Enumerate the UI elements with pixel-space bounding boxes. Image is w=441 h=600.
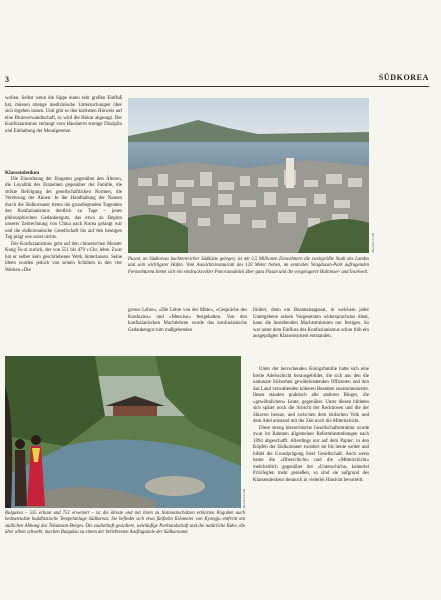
photo-bulguksa-garden [5, 356, 241, 508]
paragraph: wollen. Selbst wenn die Sippe einen sehr großen Einfluß hat, müssen strenge medizinische Untersuchungen über sich ergehen lassen. Und gibt es den kleinsten Hinweis auf eine Blutsverwandtschaft, so wird die Heirat abgesagt. Der Konfuzianismus verlangt vom Hausherrn strenge Disziplin und Einhaltung der Moralgesetze. [5, 96, 122, 134]
paragraph: fördert, denn ein Beamtenapparat, in welchem jeder Untergebene seinen Vorgesetzten widerspruchslos dient, kann die bestehenden Machtstrukturen nur festigen. So war unter dem Einfluss des Konfuzianismus schon früh ein ausgeprägtes Klassensystem entstanden. [253, 308, 369, 339]
section-heading: Klassendenken [5, 170, 40, 176]
header-rule [5, 86, 429, 87]
column-2 [128, 308, 247, 334]
column-1-top [5, 96, 122, 135]
column-1-section [5, 170, 122, 274]
paragraph: Diese streng hierarchische Gesellschaftsstruktur wurde zwar im Rahmen allgemeiner Reformbestrebungen nach 1894 abgeschafft. Allerdings nur auf dem Papier; in den Köpfen der Südkoreaner existiert sie bis heute weiter und bildet die Grundprägung ihrer Gesellschaft. Auch wenn heute die »Oberschicht« und die »Mittelschicht« mehrheitlich gegenüber der »Unterschicht« keinerlei Privilegien mehr genießen, so sind sie aufgrund des Klassendenkens dennoch in vielerlei Hinsicht bevorteilt. [253, 425, 369, 483]
pusan-photo-illustration [128, 98, 369, 253]
photo-caption-pusan: Pusan, an Südkoreas buchtenreicher Südküste gelegen, ist mit 3,5 Millionen Einwohnern die zweitgrößte Stadt des Landes und sein wichtigster Hafen. Vom Aussichtsrestaurant des 120 Meter hohen, im zentralen Yongdusan-Park aufragenden Fernsehturms bietet sich ein eindrucksvoller Panoramablick über ganz Pusan und die vorgelagerte Halbinsel- und Inselwelt. [128, 257, 369, 275]
paragraph: Unter der herrschenden Königsfamilie hatte sich eine breite Adelsschicht herausgebildet, die sich aus den die nationale Sicherheit gewährleistenden Offizieren und den das Land verwaltenden höheren Beamten zusammensetzte. Ihnen standen praktisch alle anderen Bürger, die »gewöhnlichen« Leute, gegenüber. Unter diesen bildeten sich später noch die Schicht der Rechtlosen und die der Sklaven heraus, und zwischen dem einfachen Volk und dem Adel entstand mit der Zeit noch die Mittelschicht. [253, 367, 369, 424]
photo-credit: Bernard Gille [371, 232, 375, 252]
column-3-continued [253, 367, 369, 484]
column-3-top [253, 308, 369, 341]
paragraph: Der Konfuzianismus geht auf den chinesischen Meister Kong Fu-zi zurück, der von 551 bis 479 v.Chr. lebte. Zwar hat er selber kein geschriebenes Werk hinterlassen. Seine Ideen wurden jedoch von seinen Schülern in den vier Werken »Die [5, 241, 122, 273]
paragraph: Die Einordnung der Jüngeren gegenüber den Älteren, die Loyalität des Einzelnen gegenüber der Familie, die strikte Befolgung der gesellschaftlichen Normen, die Verehrung der Ahnen: In der Handhabung der Namen durch die Südkoreaner treten die grundlegenden Tugenden des Konfuzianismus deutlich zu Tage – jenes philosophischen Gedankenguts, das etwa zu Beginn unserer Zeitrechnung von China nach Korea gelangt war und die südkoreanische Gesellschaft bis auf den heutigen Tag prägt wie sonst nichts. [5, 176, 122, 240]
page-number: 3 [5, 75, 9, 84]
running-header-title: SÜDKOREA [378, 73, 429, 82]
photo-credit: Bernard Gille [242, 488, 246, 508]
photo-caption-bulguksa: Bulguksa – 535 erbaut und 751 erweitert – ist die älteste und mit ihren zu Nationalschätzen erklärten Pagoden auch bedeutendste buddhistische Tempelanlage Südkoreas. Sie befindet sich etwa fünfzehn Kilometer von Kyongju entfernt am südlichen Abhang des Tohamsan-Berges. Die zauberhaft gestaltete, weitläufige Parklandschaft und die natürliche Ruhe, die über allem schwebt, machen Bulguksa zu einem der beliebtesten Ausflugsziele der Südkoreaner. [5, 511, 245, 535]
bulguksa-photo-illustration [5, 356, 241, 508]
photo-pusan-harbour [128, 98, 369, 253]
paragraph: grosse Lehre«, »Die Lehre von der Mitte«, »Gespräche des Konfuzius« und »Mencius« festgehalten. Von den konfuzianischen Machtlehren wurde das konfuzianische Gedankengut zum maßgebenden [128, 308, 247, 333]
